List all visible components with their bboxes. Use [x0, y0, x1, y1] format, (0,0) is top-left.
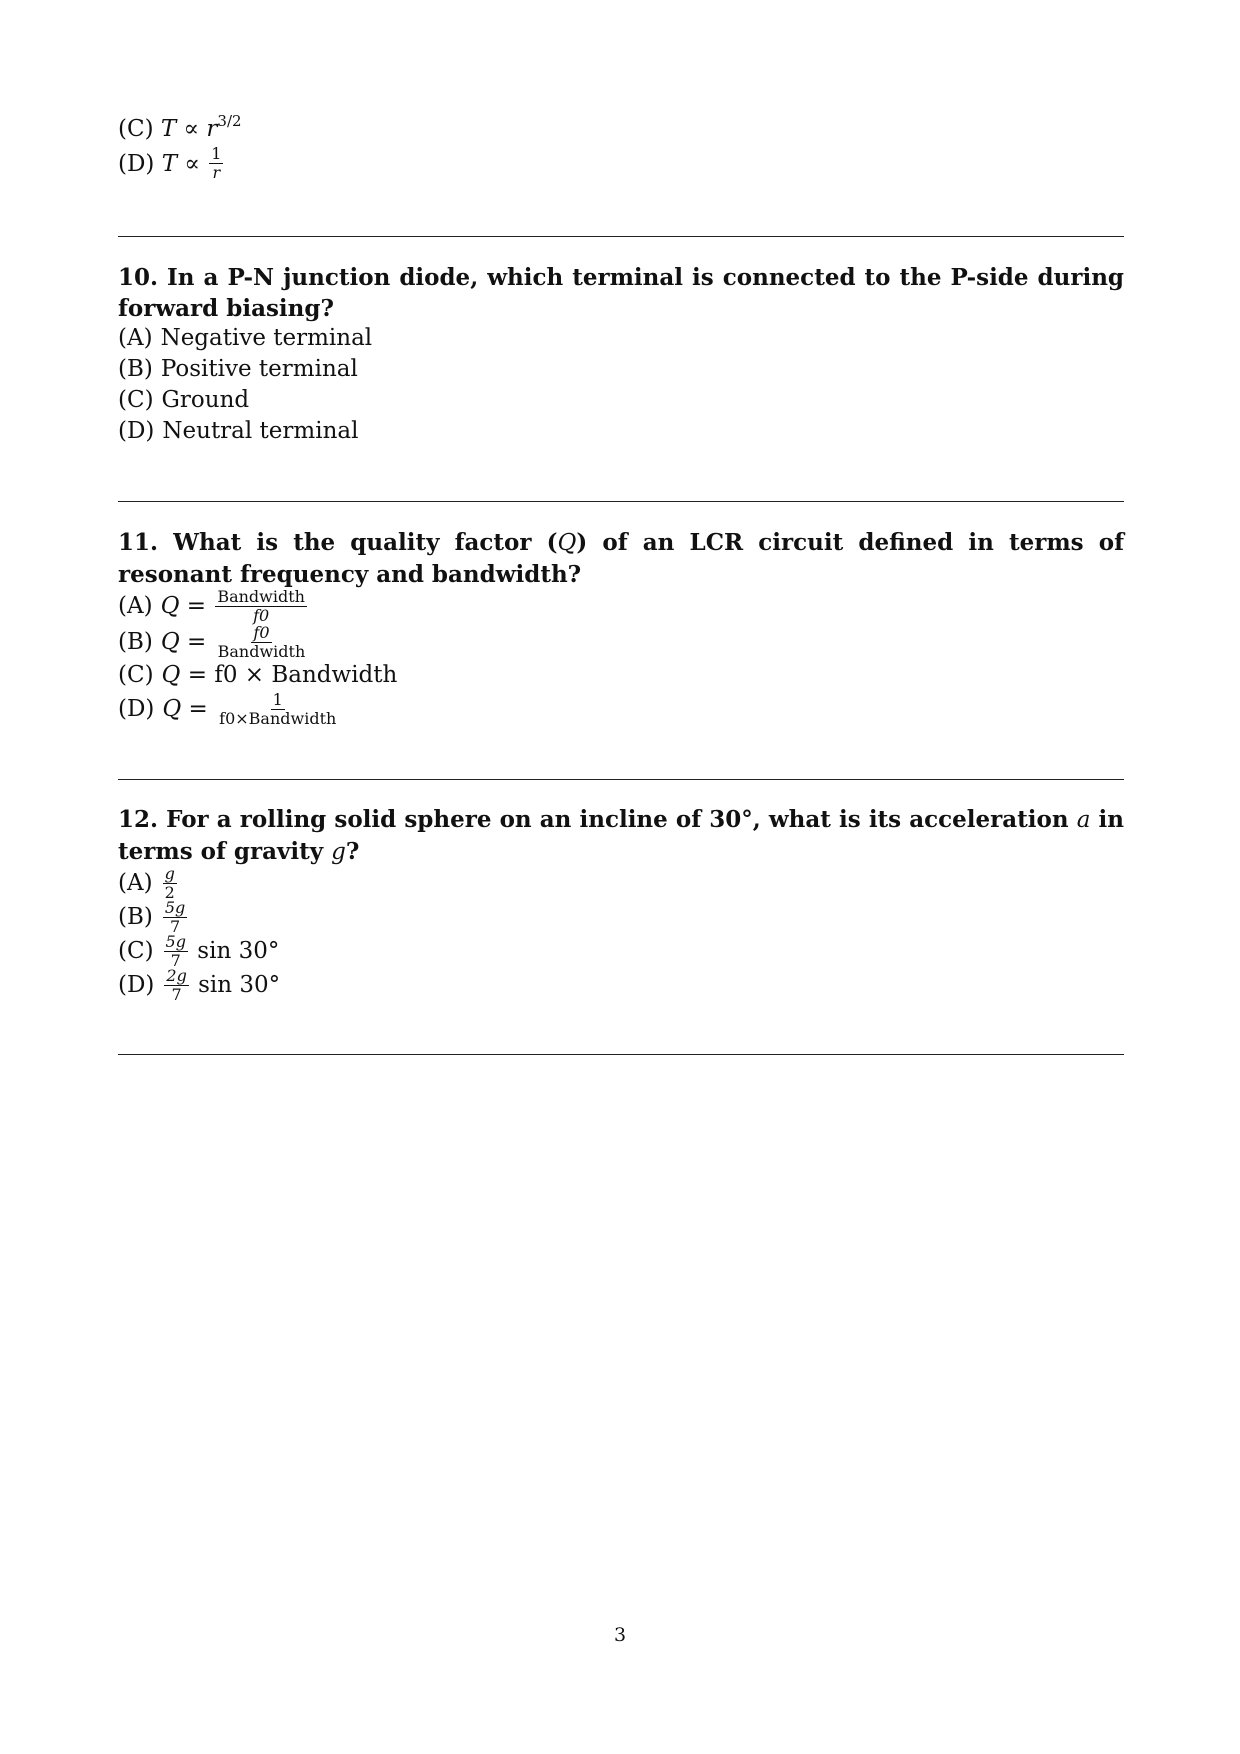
- option-text: Positive terminal: [160, 356, 358, 382]
- option-text: Neutral terminal: [162, 418, 359, 444]
- math-symbol: g: [331, 839, 346, 865]
- option-d: [118, 416, 372, 447]
- option-suffix: sin 30°: [198, 971, 281, 998]
- math-lhs: Q =: [161, 662, 207, 688]
- option-label: (C): [118, 937, 154, 964]
- option-b: [118, 354, 372, 385]
- option-c: [118, 660, 397, 691]
- page-number: 3: [613, 1624, 627, 1646]
- question-text-part: in terms of gravity: [118, 806, 1125, 865]
- option-a: [118, 588, 397, 624]
- question-text-part: ) of an LCR circuit defined in terms of resonant frequency and bandwidth?: [118, 529, 1124, 588]
- option-label: (B): [118, 628, 153, 655]
- prev-option-d: [118, 146, 225, 181]
- math-symbol: a: [1076, 807, 1091, 833]
- question-number: 12.: [118, 806, 159, 833]
- fraction-numerator: g: [164, 863, 175, 883]
- fraction-denominator: f0: [253, 605, 270, 625]
- fraction-numerator: 5g: [164, 897, 186, 917]
- math-symbol: T: [161, 150, 178, 177]
- question-text: [118, 806, 1124, 865]
- math-exponent: 3/2: [217, 112, 242, 130]
- divider: [118, 501, 1124, 502]
- question-text-part: ?: [345, 838, 360, 865]
- option-c: [118, 931, 280, 970]
- fraction: [164, 931, 188, 970]
- fraction: [163, 897, 187, 936]
- question-text: In a P-N junction diode, which terminal is connected to the P-side during forward biasing?: [118, 264, 1125, 322]
- option-label: (A): [118, 869, 153, 896]
- fraction: [163, 863, 177, 902]
- option-a: [118, 863, 280, 902]
- question-10: [118, 262, 1124, 324]
- fraction-numerator: 1: [272, 689, 283, 709]
- math-expression: f0 × Bandwidth: [214, 662, 398, 688]
- fraction: [209, 146, 223, 181]
- option-label: (A): [118, 325, 153, 351]
- option-label: (D): [118, 150, 155, 177]
- fraction-denominator: 7: [170, 950, 181, 970]
- option-label: (B): [118, 903, 153, 930]
- math-symbol: r: [206, 116, 218, 142]
- question-10-options: [118, 323, 372, 447]
- option-label: (C): [118, 662, 154, 688]
- fraction: [217, 689, 338, 728]
- question-12-options: [118, 863, 281, 1004]
- math-lhs: Q =: [162, 695, 208, 722]
- question-11-options: [118, 588, 397, 727]
- fraction: [215, 586, 307, 625]
- divider: [118, 779, 1124, 780]
- option-b: [118, 897, 280, 936]
- fraction-numerator: f0: [253, 622, 270, 642]
- question-11: [118, 527, 1124, 590]
- option-label: (D): [118, 695, 155, 722]
- fraction-numerator: 5g: [165, 931, 186, 951]
- math-lhs: Q =: [160, 592, 207, 619]
- fraction-denominator: 7: [169, 916, 181, 936]
- divider: [118, 236, 1124, 237]
- math-relation: ∝: [183, 116, 200, 142]
- option-d: [118, 691, 397, 727]
- question-text: [118, 529, 1124, 588]
- question-text-part: For a rolling solid sphere on an incline of 30°, what is its acceleration: [166, 806, 1077, 833]
- option-label: (D): [118, 971, 155, 998]
- fraction-denominator: Bandwidth: [217, 641, 306, 661]
- fraction: [164, 965, 188, 1004]
- fraction-numerator: 1: [211, 144, 222, 163]
- divider: [118, 1054, 1124, 1055]
- option-a: [118, 323, 372, 354]
- option-label: (C): [118, 116, 154, 142]
- fraction-numerator: Bandwidth: [217, 586, 305, 606]
- question-number: 10.: [118, 264, 159, 291]
- option-label: (B): [118, 356, 153, 382]
- fraction-denominator: r: [212, 163, 221, 182]
- option-text: Ground: [161, 387, 250, 413]
- option-label: (D): [118, 418, 155, 444]
- fraction-denominator: 2: [164, 882, 175, 902]
- fraction-denominator: f0×Bandwidth: [219, 708, 337, 728]
- option-b: [118, 624, 397, 660]
- option-d: [118, 965, 281, 1004]
- option-suffix: sin 30°: [197, 937, 280, 964]
- math-relation: ∝: [184, 150, 200, 177]
- option-c: [118, 385, 372, 416]
- question-number: 11.: [118, 529, 159, 556]
- fraction-numerator: 2g: [166, 965, 187, 985]
- fraction: [216, 622, 308, 661]
- option-label: (C): [118, 387, 154, 413]
- option-text: Negative terminal: [160, 325, 373, 351]
- math-lhs: Q =: [160, 628, 207, 655]
- option-label: (A): [118, 592, 153, 619]
- fraction-denominator: 7: [171, 984, 182, 1004]
- question-text-part: What is the quality factor (: [173, 529, 558, 556]
- math-symbol: Q: [557, 530, 577, 556]
- math-symbol: T: [160, 116, 177, 142]
- question-12: [118, 804, 1124, 868]
- prev-option-c: [118, 114, 242, 146]
